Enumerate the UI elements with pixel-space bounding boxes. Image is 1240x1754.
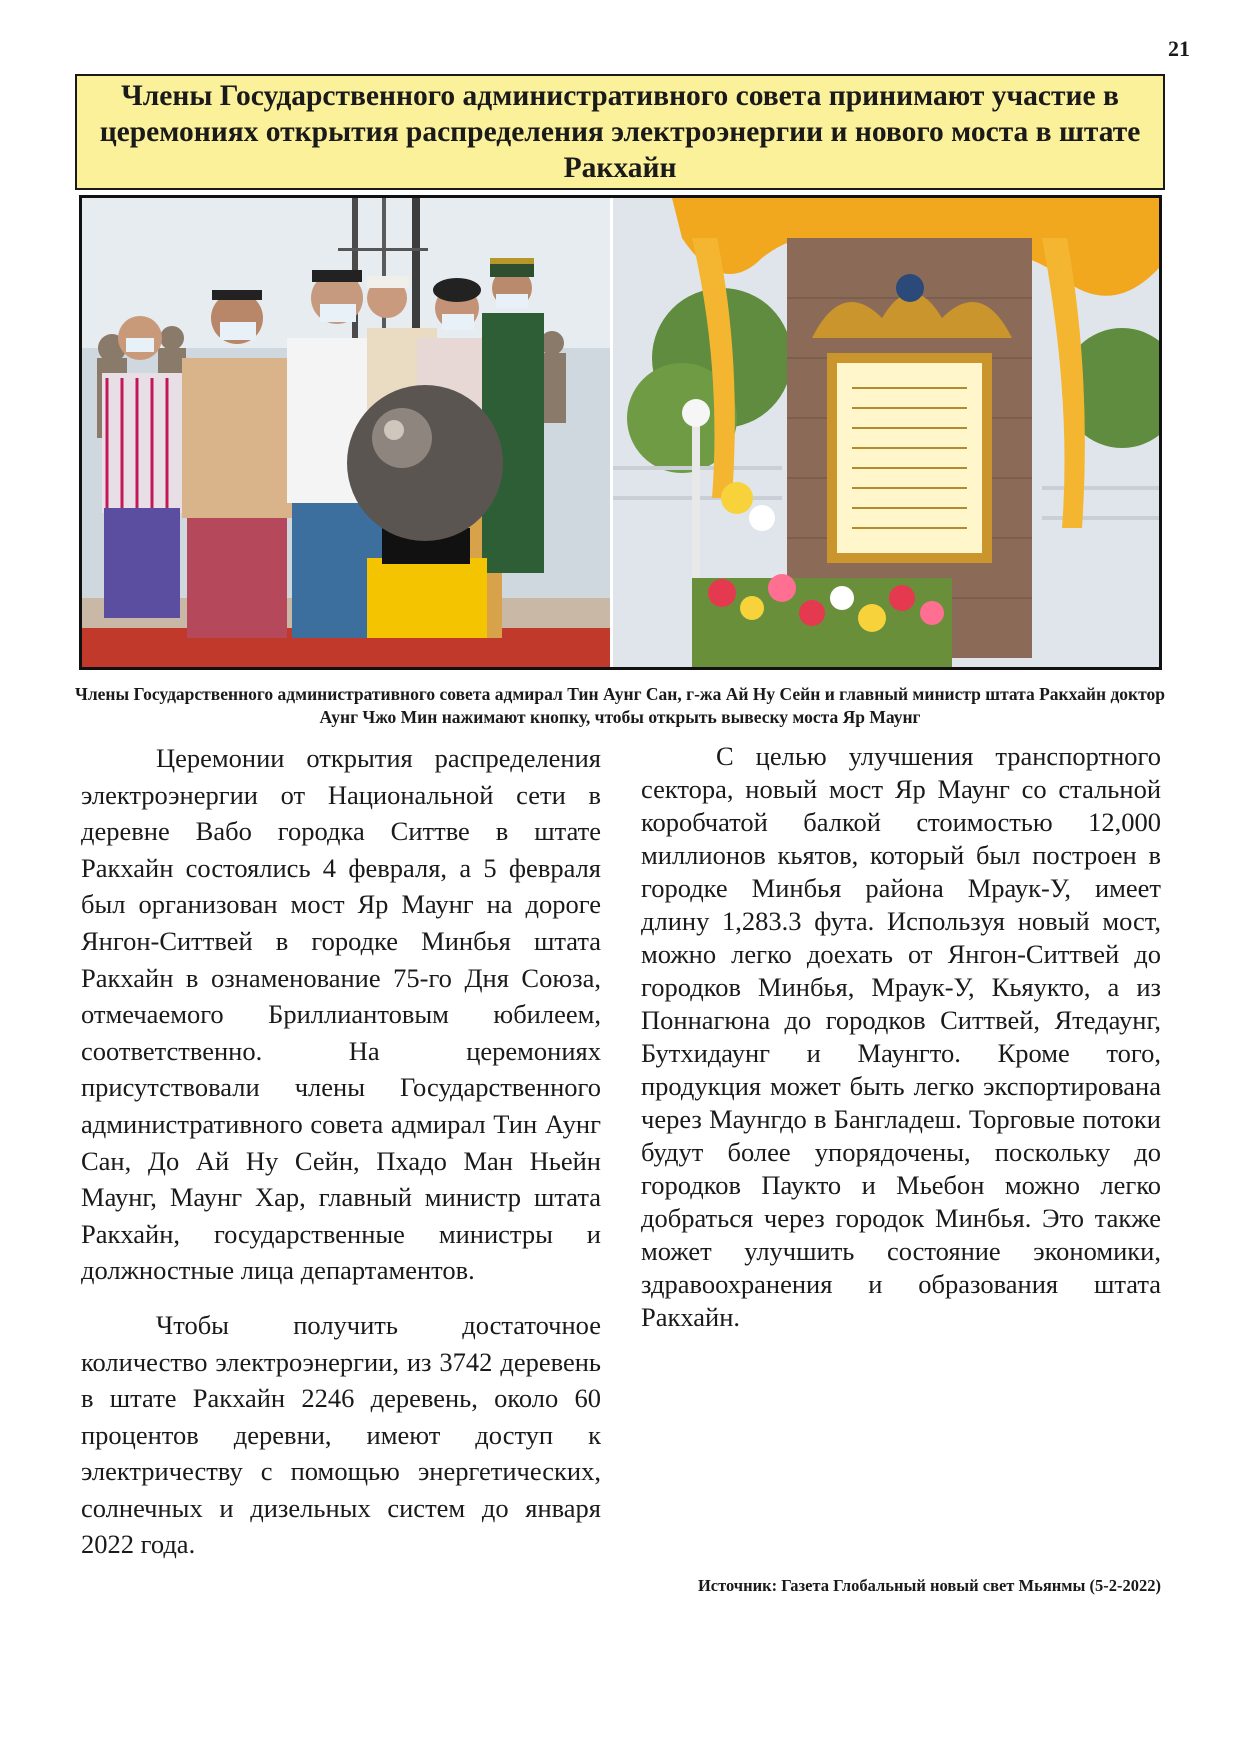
article-paragraph: Церемонии открытия распределения электроэнергии от Национальной сети в деревне Вабо городка Ситтве в штате Ракхайн состоялись 4 февраля, а 5 февраля был организован мост Яр Маунг на дороге Янгон-Ситтвей в городке Минбья штата Ракхайн в ознаменование 75-го Дня Союза, отмечаемого Бриллиантовым юбилеем, соответственно. На церемониях присутствовали члены Государственного административного совета адмирал Тин Аунг Сан, До Ай Ну Сейн, Пхадо Ман Ньейн Маунг, Маунг Хар, главный министр штата Ракхайн, государственные министры и должностные лица департаментов. — [81, 743, 601, 1286]
ceremony-photo — [82, 198, 1159, 667]
article-paragraph: Чтобы получить достаточное количество электроэнергии, из 3742 деревень в штате Ракхайн 2246 деревень, около 60 процентов деревни, имеют доступ к электричеству с помощью энергетических, солнечных и дизельных систем до января 2022 года. — [81, 1309, 601, 1560]
article-right-column — [641, 740, 1161, 1334]
article-paragraph: С целью улучшения транспортного сектора, новый мост Яр Маунг со стальной коробчатой балкой стоимостью 12,000 миллионов кьятов, который был построен в городке Минбья района Мраук-У, имеет длину 1,283.3 фута. Используя новый мост, можно легко доехать от Янгон-Ситтвей до городков Минбья, Мраук-У, Кьяукто, а из Поннагюна до городков Ситтвей, Ятедаунг, Бутхидаунг и Маунгто. Кроме того, продукция может быть легко экспортирована через Маунгдо в Бангладеш. Торговые потоки будут более упорядочены, поскольку до городков Паукто и Мьебон можно легко добраться через городок Минбья. Это также может улучшить состояние экономики, здравоохранения и образования штата Ракхайн. — [641, 741, 1161, 1332]
page-number: 21 — [1168, 36, 1190, 61]
left-photo-button-ceremony — [82, 198, 613, 667]
photo-frame — [79, 195, 1162, 670]
photo-caption: Члены Государственного административного совета адмирал Тин Аунг Сан, г-жа Ай Ну Сейн и главный министр штата Ракхайн доктор Аунг Чжо Мин нажимают кнопку, чтобы открыть вывеску моста Яр Маунг — [75, 684, 1165, 727]
source-credit: Источник: Газета Глобальный новый свет Мьянмы (5-2-2022) — [697, 1576, 1161, 1595]
headline-box — [75, 74, 1165, 190]
page-title: Члены Государственного административного совета принимают участие в церемониях открытия распределения электроэнергии и нового моста в штате Ракхайн — [99, 80, 1141, 184]
right-photo-bridge-plaque — [613, 198, 1159, 667]
article-left-column — [81, 740, 601, 1563]
